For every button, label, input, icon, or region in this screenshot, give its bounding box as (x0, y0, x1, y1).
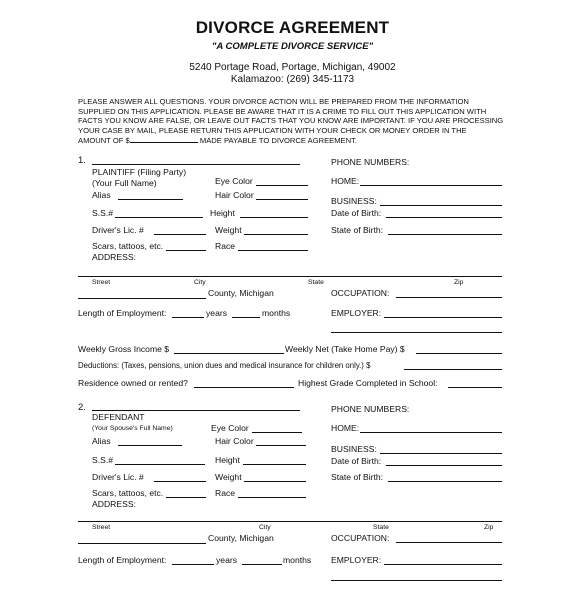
employer-field[interactable] (384, 317, 502, 318)
months-label: months (262, 308, 291, 318)
employment-length-label: Length of Employment: (78, 555, 167, 565)
notice-line: FACTS YOU KNOW ARE FALSE, OR LEAVE OUT FACTS THAT YOU KNOW ARE IMPORTANT. IF YOU ARE PROCESSING (78, 116, 504, 126)
business-phone-field[interactable] (380, 453, 502, 454)
ss-label: S.S.# (92, 455, 114, 465)
plaintiff-label: PLAINTIFF (Filing Party) (92, 167, 187, 177)
eye-label: Eye Color (211, 423, 249, 433)
net-income-field[interactable] (416, 353, 502, 354)
business-phone-label: BUSINESS: (331, 444, 377, 454)
city-label: City (194, 279, 206, 286)
employer-label: EMPLOYER: (331, 555, 382, 565)
document-subtitle: "A COMPLETE DIVORCE SERVICE" (211, 41, 374, 52)
gross-income-field[interactable] (174, 353, 284, 354)
weight-field[interactable] (244, 234, 308, 235)
state-label: State (373, 524, 389, 531)
eye-field[interactable] (252, 432, 302, 433)
race-label: Race (215, 241, 236, 251)
document-title: DIVORCE AGREEMENT (195, 18, 390, 37)
scars-label: Scars, tattoos, etc. (92, 488, 164, 498)
address-label: ADDRESS: (92, 499, 136, 509)
height-field[interactable] (240, 217, 308, 218)
plaintiff-sublabel: (Your Full Name) (92, 178, 157, 188)
gross-income-label: Weekly Gross Income $ (78, 344, 170, 354)
height-label: Height (215, 455, 240, 465)
ss-field[interactable] (115, 217, 203, 218)
hair-field[interactable] (256, 199, 308, 200)
drivers-field[interactable] (154, 481, 206, 482)
defendant-sublabel: (Your Spouse's Full Name) (92, 425, 173, 432)
business-phone-field[interactable] (380, 205, 502, 206)
employer-label: EMPLOYER: (331, 308, 382, 318)
deductions-field[interactable] (404, 369, 502, 370)
county-label: County, Michigan (208, 288, 274, 298)
ss-label: S.S.# (92, 208, 114, 218)
address-field[interactable] (78, 276, 502, 277)
home-phone-label: HOME: (331, 423, 360, 433)
occupation-field[interactable] (396, 297, 502, 298)
street-label: Street (92, 524, 111, 531)
race-field[interactable] (238, 497, 306, 498)
dob-label: Date of Birth: (331, 208, 382, 218)
county-field[interactable] (78, 543, 206, 544)
employment-years-field[interactable] (172, 317, 204, 318)
years-label: years (216, 555, 238, 565)
dob-field[interactable] (386, 465, 502, 466)
weight-field[interactable] (244, 481, 306, 482)
grade-label: Highest Grade Completed in School: (298, 378, 438, 388)
drivers-field[interactable] (154, 234, 206, 235)
scars-field[interactable] (166, 250, 206, 251)
section-number: 1. (78, 155, 86, 166)
occupation-label: OCCUPATION: (331, 533, 390, 543)
plaintiff-name-field[interactable] (92, 164, 300, 165)
sob-label: State of Birth: (331, 225, 384, 235)
phone-numbers-label: PHONE NUMBERS: (331, 157, 410, 167)
hair-field[interactable] (256, 445, 306, 446)
city-label: City (259, 524, 271, 531)
state-label: State (308, 279, 324, 286)
instructions-notice (78, 97, 506, 146)
scars-field[interactable] (166, 497, 206, 498)
amount-prefix: AMOUNT OF $ (78, 136, 130, 146)
phone-line: Kalamazoo: (269) 345-1173 (230, 74, 355, 85)
weight-label: Weight (215, 225, 242, 235)
deductions-label: Deductions: (Taxes, pensions, union dues and medical insurance for children only.) $ (78, 361, 371, 370)
drivers-label: Driver's Lic. # (92, 225, 144, 235)
occupation-label: OCCUPATION: (331, 288, 390, 298)
grade-field[interactable] (448, 387, 502, 388)
scars-label: Scars, tattoos, etc. (92, 241, 164, 251)
defendant-name-field[interactable] (92, 410, 300, 411)
drivers-label: Driver's Lic. # (92, 472, 144, 482)
employment-months-field[interactable] (242, 564, 282, 565)
notice-line (78, 135, 506, 146)
months-label: months (283, 555, 312, 565)
sob-label: State of Birth: (331, 472, 384, 482)
height-label: Height (210, 208, 235, 218)
height-field[interactable] (243, 464, 306, 465)
employer-field-extra[interactable] (331, 580, 502, 581)
sob-field[interactable] (388, 481, 502, 482)
address-field[interactable] (78, 521, 502, 522)
notice-line: SUPPLIED ON THIS APPLICATION. PLEASE BE AWARE THAT IT IS A CRIME TO FILL OUT THIS APPLICATION WITH (78, 106, 487, 116)
hair-label: Hair Color (215, 436, 254, 446)
phone-numbers-label: PHONE NUMBERS: (331, 404, 410, 414)
address-label: ADDRESS: (92, 252, 136, 262)
dob-label: Date of Birth: (331, 456, 382, 466)
address-line: 5240 Portage Road, Portage, Michigan, 49002 (189, 62, 396, 73)
hair-label: Hair Color (215, 190, 254, 200)
amount-field[interactable] (130, 135, 198, 143)
employment-years-field[interactable] (172, 564, 214, 565)
zip-label: Zip (454, 279, 464, 286)
home-phone-field[interactable] (360, 432, 502, 433)
net-income-label: Weekly Net (Take Home Pay) $ (285, 344, 405, 354)
residence-field[interactable] (194, 387, 294, 388)
amount-suffix: MADE PAYABLE TO DIVORCE AGREEMENT. (199, 136, 358, 146)
home-phone-field[interactable] (360, 185, 502, 186)
street-label: Street (92, 279, 111, 286)
employment-length-label: Length of Employment: (78, 308, 167, 318)
alias-field[interactable] (118, 445, 182, 446)
employer-field-extra[interactable] (331, 332, 502, 333)
dob-field[interactable] (386, 217, 502, 218)
employer-field[interactable] (384, 564, 502, 565)
alias-field[interactable] (118, 199, 183, 200)
business-phone-label: BUSINESS: (331, 196, 377, 206)
home-phone-label: HOME: (331, 176, 360, 186)
alias-label: Alias (92, 436, 111, 446)
notice-line: PLEASE ANSWER ALL QUESTIONS. YOUR DIVORCE ACTION WILL BE PREPARED FROM THE INFORMATION (78, 97, 469, 106)
notice-line: YOUR CASE BY MAIL, PLEASE RETURN THIS APPLICATION WITH YOUR CHECK OR MONEY ORDER IN THE (78, 125, 467, 135)
years-label: years (206, 308, 228, 318)
eye-label: Eye Color (215, 176, 253, 186)
race-field[interactable] (238, 250, 308, 251)
section-number: 2. (78, 402, 86, 413)
county-field[interactable] (78, 298, 206, 299)
sob-field[interactable] (388, 234, 502, 235)
county-label: County, Michigan (208, 533, 274, 543)
alias-label: Alias (92, 190, 111, 200)
zip-label: Zip (484, 524, 494, 531)
eye-field[interactable] (256, 185, 308, 186)
race-label: Race (215, 488, 236, 498)
employment-months-field[interactable] (232, 317, 260, 318)
defendant-label: DEFENDANT (92, 412, 145, 422)
ss-field[interactable] (115, 464, 205, 465)
occupation-field[interactable] (396, 542, 502, 543)
residence-label: Residence owned or rented? (78, 378, 188, 388)
weight-label: Weight (215, 472, 242, 482)
